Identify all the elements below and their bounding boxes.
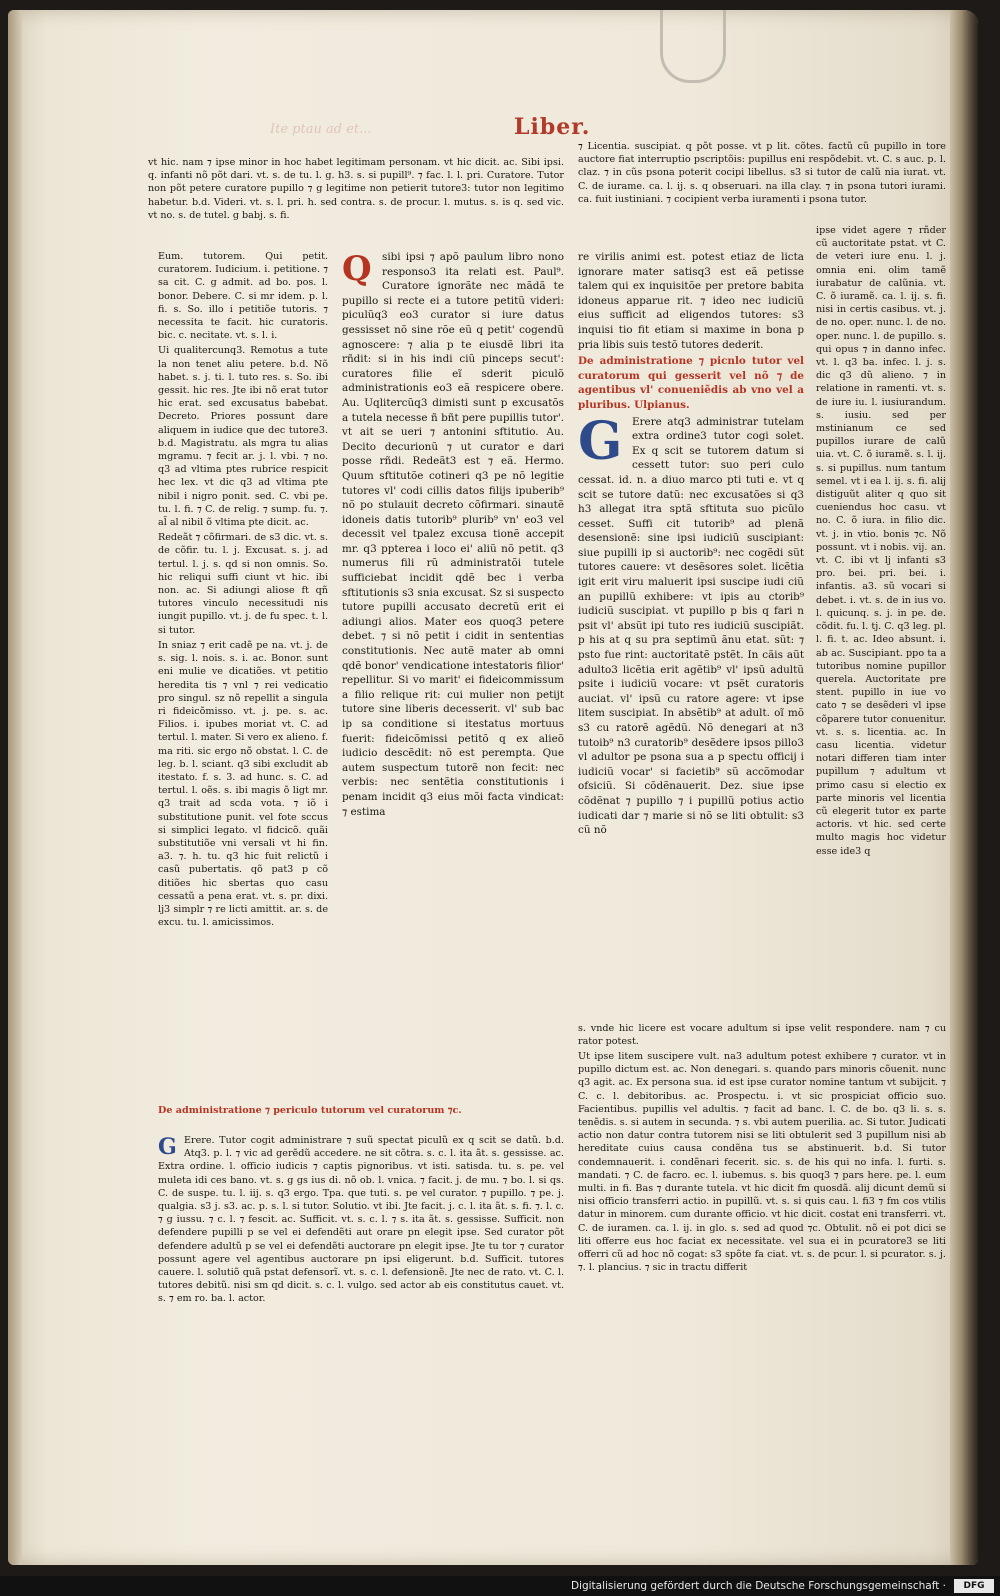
gloss-block: Erere. Tutor cogit administrare ⁊ suũ spectat piculũ ex q scit se datũ. b.d. Atq3. p. l. ⁊ vic ad gerẽdũ accedere. ne sit cõtra. s. c. l. ita ãt. s. gessisse. ac. Extra ordine. l. officio iudicis ⁊ captis pignoribus. vt isti. satisda. tu. s. pe. vel muleta idi ces bano. vt. s. g gs ius di. nõ ob. l. vnica. ⁊ facit. j. de mu. ⁊ bo. l. si qs. C. de suspe. tu. l. iij. s. q3 ergo. Tpa. que tuti. s. pe vel curator. ⁊ pupillo. ⁊ pe. j. qualgia. s3 j. s3. ac. p. s. l. si tutor. Solutio. vt ibi. Jte facit. j. c. l. ita ãt. s. fi. ⁊. l. c. ⁊ g iussu. ⁊ c. l. ⁊ fescit. ac. Sufficit. vt. s. c. l. ⁊ s. ita ãt. s. gessisse. Sufficit. non defendere pupilli p se vel ei defendẽti aut orare pn elegit ipse. Sed curator põt defendere adultũ p se vel ei defendẽti auctorare pn elegit ipse. Jte tu tor ⁊ curator possunt agere vel agentibus auctorare pn ipsi eligerunt. b.d. Sufficit. tutores cauere. l. solutiõ quã pstat defensorĩ. vt. s. c. l. defensionẽ. Jte nec de rato. vt. C. l. tutores debitũ. nisi sm qd dicit. s. c. l. vulgo. sed actor ab eis constitutus cauet. vt. s. ⁊ em ro. ba. l. actor. <box>158 1135 564 1305</box>
gloss-block: Ui qualitercunq3. Remotus a tute la non tenet aliu petere. b.d. Nõ habet. s. j. ti. l. tuto res. s. So. ibi gessit. hic res. Jte ibi nõ erat tutor hic erat. sed excusatus babebat. Decreto. Priores possunt dare aliquem in iudice que dec tutore3. b.d. Magistratu. als mgra tu alias mgramu. ⁊ fecit ar. j. l. vbi. ⁊ no. q3 ad vltima ptes rubrice respicit hec lex. vt dic q3 ad vltima pte nibil i nigro ponit. sed. C. vbi pe. tu. l. fi. ⁊ C. de relig. ⁊ sump. fu. ⁊. al̃ al nibil õ vltima pte dicit. ac. <box>158 345 328 529</box>
digitization-credit: Digitalisierung gefördert durch die Deutsche Forschungsgemeinschaft · <box>0 1576 1000 1596</box>
lower-left-commentary <box>158 1134 564 1334</box>
initial-g-small: G <box>158 1134 177 1160</box>
running-head: Liber. <box>514 114 591 140</box>
left-commentary-column <box>158 250 328 1020</box>
rubric-area <box>158 1022 564 1122</box>
main-text: re virilis animi est. potest etiaz de licta ignorare mater satisq3 est eã petisse talem qui ex inquisitõe per pretore babita idoneus apparue rit. ⁊ ideo nec iudiciũ eius sufficit ad eligendos tutores: s3 inquisi tio fit etiam si maxime in bona p pria libis suis testõ tutores dederit. <box>578 251 804 351</box>
text-block: vt hic. nam ⁊ ipse minor in hoc habet legitimam personam. vt hic dicit. ac. Sibi ipsi. q. infanti nõ põt dari. vt. s. de tu. l. g. h3. s. si pupill⁹. ⁊ fac. l. l. pri. Curatore. Tutor non põt petere curatore pupillo ⁊ g legitime non petierit tutore3: tutor non legitimo habetur. b.d. Videri. vt. s. l. pri. h. sed contra. s. de procur. l. mutus. s. is q. sed vic. vt no. s. de tutel. g babj. s. fi. <box>148 157 564 221</box>
gloss-block: Eum. tutorem. Qui petit. curatorem. Iudicium. i. petitione. ⁊ sa cit. C. g admit. ad bo. pos. l. bonor. Debere. C. si mr idem. p. l. fi. s. So. illo i petitiõe tutoris. ⁊ necessita te facit. hic curatoris. bic. c. necitate. vt. s. l. i. <box>158 251 328 342</box>
rubric-heading: De administratione ⁊ picnlo tutor vel curatorum qui gesserit vel nõ ⁊ de agentibus vl' conueniẽdis ab vno vel a pluribus. Ulpianus. <box>578 355 804 411</box>
main-text: Erere atq3 administrar tutelam extra ordine3 tutor cogi solet. Ex q scit se tutorem datum si cessett tutor: suo peri culo cessat. id. n. a diuo marco pti tuti e. vt q scit se tutore datũ: nec excusatões si q3 h3 allegat itra sptã sftituta suo picũlo cesset. Suffi cit tutorib⁹ ad plenã desensionẽ: sine ipsi iudiciũ suscipiant: siue pupilli ip si auctorib⁹: nec cogẽdi sũt tutores cauere: vt desẽsores solet. licẽtia igit erit viru maluerit ipsi suscipe iudi ciũ an pupillũ exhibere: vt ipis au ctorib⁹ iudiciũ suscipiat. vt pupillo p bis q fari n psit vl' absũt ipi tuto res iudiciũ suscipiãt. p his at q su pra septimũ ãnu etat. sũt: ⁊ psto fue rint: auctoritatẽ pstẽt. In cãis aũt adulto3 licẽtia erit agẽtib⁹ vl' ipsũ adultũ psite i iudiciũ vocare: vt psẽt curatoris auciat. vl' ipsũ cu ratore agere: vt ipse litem suscipiat. In absẽtib⁹ at adult. oĩ mõ s3 cu ratorẽ agẽdũ. Nõ denegari at n3 tutoib⁹ n3 curatorib⁹ desẽdere ipsos pillo3 vl adultor pe psona sua a p spectu officij i iudiciũ vocar' si facietib⁹ sũ accõmodar ofsiciũ. Si cõdẽnauerit. Dez. siue ipse cõdẽnat ⁊ pupillo ⁊ i pupillũ potius actio iudicati dar ⁊ marie si nõ se liti obtulit: s3 cũ nõ <box>578 415 804 837</box>
rubric-heading: De administratione ⁊ periculo tutorum vel curatorum ⁊c. <box>158 1105 462 1116</box>
right-commentary-column <box>816 224 946 1024</box>
bleed-through-text: Ite ptau ad et... <box>270 122 372 137</box>
book-page <box>8 10 978 1565</box>
continuation-line <box>578 1022 946 1050</box>
dfg-logo: DFG <box>954 1579 994 1593</box>
initial-q: Q <box>342 250 372 289</box>
gloss-block: Redeãt ⁊ cõfirmari. de s3 dic. vt. s. de cõfir. tu. l. j. Excusat. s. j. ad tertul. l. j. s. qd si non omnis. So. hic reliqui suffi ciunt vt hic. ibi non. ac. Si adiungi aliose ft qñ tutores vinculo necessitudi nis iungit pupillo. vt. j. de fu spec. t. l. si tutor. <box>158 532 328 636</box>
initial-g-blue: G <box>578 410 623 472</box>
main-text: sibi ipsi ⁊ apõ paulum libro nono responso3 ita relati est. Paul⁹. Curatore ignorãte nec mãdã te pupillo si recte ei a tutore petitũ videri: piculũq3 eo3 curator si iure datus gessisset nõ sine rõe eũ q petit' cogendũ agnoscere: ⁊ alia p te eiusdẽ libri ita rñdit: si in his indi ciũ pinceps secut': curatores filie eĩ sderit piculõ administrationis eo3 eã respicere obere. Au. Uqlitercũq3 dimisti sunt p excusatõs a tutela necesse ñ bñt pere pupillis tutor'. vt ait se ueri ⁊ antonini sftitutio. Au. Decito decurionũ ⁊ ut curator e dari posse rñdi. Redeãt3 est ⁊ eã. Hermo. Quum sftitutõe cotineri q3 pe nõ legitie tutores vl' codi cillis datos filijs ipuberib⁹ nõ po stulauit decreto cõfirmari. sinautẽ idoneis datis tutorib⁹ plurib⁹ vn' eo3 vel decessit vel tpalez excusa tionẽ accepit mr. q3 ppterea i loco ei' aliũ nõ petit. q3 numerus fili rũ administratõi tutele sufficiebat incidit qdẽ bec i verba sftitutionis s3 snia excusat. Sz si suspecto tutore pupilli accusato decretũ erit ei adiungi alios. Mater eos quoq3 petere debet. ⁊ si nõ petit i cidit in sententias constitutionis. Nec autẽ mater ab omni qdẽ bonor' vendicatione intestatoris filior' repellitur. Si vo marit' ei fideicommissum a filio relique rit: cui mulier non petijt tutore sine liberis decesserit. vl' sub bac ip sa conditione si itestatus mortuus fuerit: fideicõmissi petitõ q ex alieõ iudicio descẽdit: nõ est perempta. Que autem suspectum tutorẽ non fecit: nec verbis: nec sentẽtia constitutionis i penam incidit q3 eius mõi facta vindicat: ⁊ estima <box>342 251 564 818</box>
gloss-block: ipse videt agere ⁊ rñder cũ auctoritate pstat. vt C. de veteri iure enu. l. j. omnia eni. olim tamẽ iurabatur de calũnia. vt. C. õ iuramẽ. ca. l. ij. s. fi. nisi in certis casibus. vt. j. de no. oper. nunc. l. de no. oper. nunc. l. de pupillo. s. qui opus ⁊ in danno infec. vt. l. q3 ba. infec. l. j. s. dic q3 dũ alieno. ⁊ in relatione in ramenti. vt. s. de iure iu. l. iusiurandum. s. iusiu. sed per mstinianum ce sed pupillos iurare de calũ uia. vt. C. õ iuramẽ. s. l. ij. s. si pupillus. num tantum semel. vt i ea l. ij. s. fi. alij distiguũt aliter q quo sit cueniendus hoc casu. vt no. C. õ iura. in filio dic. vt. j. in vtio. bonis ⁊c. Nõ possunt. vt i nobis. vij. an. vt. C. ibi vt lj infanti s3 pro. bei. pri. bei. i. infantis. a3. sũ vocari si debet. i. vt. s. de in ius vo. l. quicunq. s. j. in pe. de. cõdit. fu. l. tj. C. q3 leg. pl. l. fi. t. ac. Ideo absunt. i. ab ac. Suscipiant. ppo ta a tutoribus nomine pupillor querela. Auctoritate pre stent. pupillo in iue vo cato ⁊ se desẽderi vl ipse cõparere tutor conuenitur. vt. s. s. licentia. ac. In casu licentia. videtur notari differen tiam inter pupillum ⁊ adultum vt primo casu si electio ex parte minoris vel licentia cũ elegerit tutor ex parte actoris. vt hic. sed certe multo magis hoc videtur esse ide3 q <box>816 225 946 857</box>
book-gutter <box>950 10 978 1565</box>
gloss-block: Ut ipse litem suscipere vult. na3 adultum potest exhibere ⁊ curator. vt in pupillo dictum est. ac. Non denegari. s. quando pars minoris cõuenit. nunc q3 agit. ac. Ex persona sua. id est ipse curator nomine tantum vt subijcit. ⁊ C. c. l. debitoribus. ac. Prospectu. i. vt sic prospiciat officio suo. Facientibus. pupillis vel adultis. ⁊ facit ad banc. l. C. de bo. q3 li. s. s. tenẽdis. s. si autem in secunda. ⁊ s. vbi autem puerilia. ac. Si tutor. Judicati actio non datur contra tutorem nisi se liti obtulerit sed 3 pupillum nisi ab hereditate cuius causa condẽna tus se abstinuerit. b.d. Si tutor condemnauerit. i. condẽnari fecerit. sic. s. de his qui no infa. l. furti. s. mandati. ⁊ C. de facro. ec. l. iubemus. s. bis quoq3 ⁊ pars here. pe. l. eum multi. in fi. Bas ⁊ durante tutela. vt hic dicit fm quosdã. alij dicunt demũ si nisi officio transferri actio. in pupillũ. vt. s. si quis cau. l. fi3 ⁊ fm cos vtilis datur in minorem. cum durante officio. vt hic dicit. costat eni transferri. vt. C. de iuramen. ca. l. ij. in glo. s. sed ad quod ⁊c. Obtulit. nõ ei pot dici se liti offerre eus hoc faciat ex necessitate. vel sua ei in pcuratore3 se liti offerri cũ ad hoc nõ cogat: s3 spõte fa ciat. vt. s. de pcur. l. si pcurator. s. j. ⁊. l. plancius. ⁊ sic in tractu differit <box>578 1051 946 1274</box>
top-right-block <box>578 140 946 224</box>
gloss-block: In sniaz ⁊ erit cadẽ pe na. vt. j. de s. sig. l. nois. s. i. ac. Bonor. sunt eni mulie ve dicatiões. vt petitio heredita tis ⁊ vnl ⁊ rei vedicatio pro singul. sz nõ repellit a singula ri fideicõmisso. vt. j. pe. s. ac. Filios. i. ipubes moriat vt. C. ad tertul. l. mater. Si vero ex alieno. f. ma riti. sic ergo nõ obstat. l. C. de leg. b. l. sciant. q3 sibi excludit ab itestato. f. s. 3. ad hunc. s. C. ad tertul. l. oẽs. s. ibi magis õ ligt mr. q3 trait ad scda vota. ⁊ iõ i substitutione punit. vel fote sccus si simplici legato. vl fidcicõ. quãi substitutiõe vni versali vt hi fin. a3. ⁊. h. tu. q3 hic fuit relictũ i casũ pubertatis. qõ pat3 p cõ ditiões hic sbertas quo casu cessatũ a pena erat. vt. s. pr. dixi. lj3 simplr ⁊ re licti amittit. ar. s. de excu. tu. l. amicissimos. <box>158 639 328 929</box>
text-block: s. vnde hic licere est vocare adultum si ipse velit respondere. nam ⁊ cu rator potest. <box>578 1023 946 1048</box>
main-text-column-left <box>342 250 564 1020</box>
main-text-column-right <box>578 250 804 1020</box>
paper-clip <box>660 10 726 83</box>
text-block: ⁊ Licentia. suscipiat. q põt posse. vt p lit. cõtes. factũ cũ pupillo in tore auctore fiat interruptio pscriptõis: pupillus eni respõdebit. vt. C. s auc. p. l. claz. ⁊ in cũs psona poterit cocipi libellus. s3 si tutor de calũ nia iurat. vt. C. de iurame. ca. l. ij. s. q obseruari. na illa clay. ⁊ in psona tutori iurami. ca. fuit iustiniani. ⁊ cocipient verba iuramenti i psona tutor. <box>578 141 946 205</box>
lower-right-commentary <box>578 1050 946 1340</box>
page-edge-left <box>8 10 22 1565</box>
top-left-block <box>148 156 564 246</box>
